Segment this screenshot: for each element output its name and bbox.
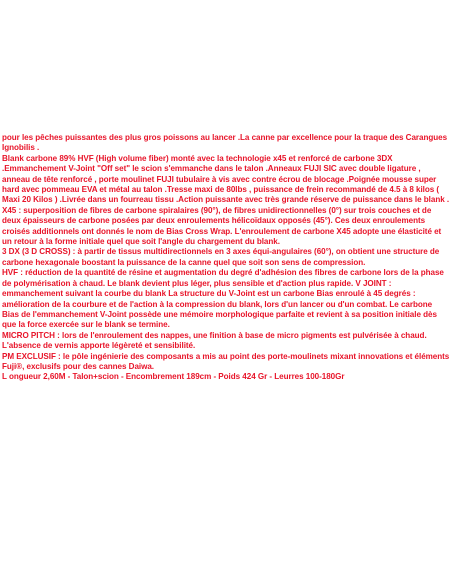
specifications-line: L ongueur 2,60M - Talon+scion - Encombrement 189cm - Poids 424 Gr - Leurres 100-180Gr (2, 372, 345, 382)
pm-exclusif-paragraph: PM EXCLUSIF : le pôle ingénierie des composants a mis au point des porte-moulinets mixant innovations et éléments Fuji®, exclusifs pour des cannes Daiwa. (2, 351, 450, 371)
intro-paragraph: pour les pêches puissantes des plus gros poissons au lancer .La canne par excellence pour la traque des Carangues Ignobilis . (2, 133, 448, 153)
blank-construction-paragraph: Blank carbone 89% HVF (High volume fiber) monté avec la technologie x45 et renforcé de carbone 3DX .Emmanchement V-Joint "Off set" le scion s'emmanche dans le talon .Anneaux FUJI SIC avec double ligature , anneau de tête renforcé , porte moulinet FUJI tubulaire à vis avec contre écrou de blocage .Poignée mousse super hard avec pommeau EVA et métal au talon .Tresse maxi de 80lbs , puissance de frein recommandé de 4.5 à 8 kilos ( Maxi 20 Kilos ) .Livrée dans un fourreau tissu .Action puissante avec très grande réserve de puissance dans le blank . (2, 153, 450, 205)
hvf-vjoint-paragraph: HVF : réduction de la quantité de résine et augmentation du degré d'adhésion des fibres de carbone lors de la phase de polymérisation à chaud. Le blank devient plus léger, plus sensible et d'action plus rapide. V JOINT : emmanchement suivant la courbe du blank La structure du V-Joint est un carbone Bias enroulé à 45 degrés : amélioration de la courbure et de l'action à la compression du blank, lors d'un lancer ou d'un combat. Le carbone Bias de l'emmanchement V-Joint possède une mémoire morphologique parfaite et revient à sa position initiale dès que la force exercée sur le blank se termine. (2, 268, 444, 330)
product-description-text (2, 133, 450, 383)
3dx-paragraph: 3 DX (3 D CROSS) : à partir de tissus multidirectionnels en 3 axes équi-angulaires (60°), on obtient une structure de carbone hexagonale boostant la puissance de la canne quel que soit son sens de compression. (2, 247, 440, 267)
x45-paragraph: X45 : superposition de fibres de carbone spiralaires (90°), de fibres unidirectionnelles (0°) sur trois couches et de deux épaisseurs de carbone posées par deux enroulements hélicoïdaux opposés (45°). Ces deux enroulements croisés additionnels ont donnés le nom de Bias Cross Wrap. L'enroulement de carbone X45 adopte une élasticité et un retour à la forme initiale quel que soit l'angle du chargement du blank. (2, 205, 442, 247)
micro-pitch-paragraph: MICRO PITCH : lors de l'enroulement des nappes, une finition à base de micro pigments est pulvérisée à chaud. L'absence de vernis apporte légèreté et sensibilité. (2, 330, 427, 351)
